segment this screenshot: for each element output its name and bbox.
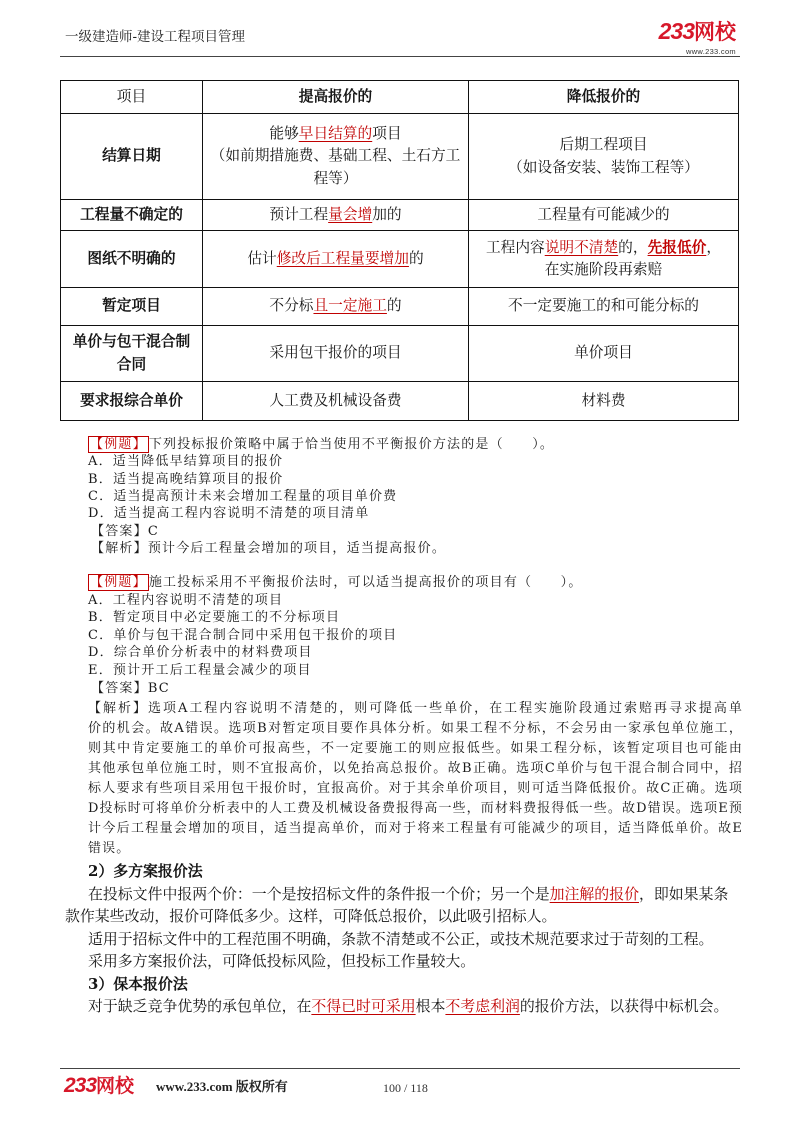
raise-cell [203,231,469,288]
cell-line: 后期工程项目 [559,136,648,153]
raise-cell [203,114,469,200]
highlight-text: 加注解的报价 [549,884,639,903]
table-row [61,326,739,382]
analysis-line: 其他承包单位施工时，则不宜报高价，以免抬高总报价。故B正确。选项C单价与包干混合制合同中，招 [88,761,743,776]
option-c: C．适当提高预计未来会增加工程量的项目单价费 [88,489,398,505]
logo-name: 网校 [96,1076,135,1097]
highlight-text: 说明不清楚 [544,238,619,256]
highlight-text: 早日结算的 [298,124,373,142]
lower-cell: 单价项目 [469,326,739,382]
cell-line [474,237,733,260]
example-tag: 【例题】 [90,437,147,452]
option-d: D．适当提高工程内容说明不清楚的项目清单 [88,506,370,522]
analysis-line: 则其中肯定要施工的单价可报高些，不一定要施工的则应报低些。如果工程分标，该暂定项目也可能由 [88,741,743,756]
footer-rights: 版权所有 [235,1079,288,1094]
page-number [383,1080,428,1096]
cell-line: 在实施阶段再索赔 [544,261,663,278]
page-separator: / [404,1081,408,1095]
row-label [61,326,203,382]
row-label: 图纸不明确的 [61,231,203,288]
table-row [61,288,739,326]
logo-number: 233 [658,18,694,44]
column-header-lower: 降低报价的 [469,81,739,114]
logo-name: 网校 [694,21,736,44]
pricing-methods-section [65,860,737,1018]
analysis-line: 计今后工程量会增加的项目，适当提高单价，而对于将来工程量有可能减少的项目，适当降低单价。故E [88,821,743,836]
analysis-label: 【解析】 [88,701,148,716]
logo-wordmark [659,19,736,47]
example-question-2 [88,574,743,697]
analysis-line: 价的机会。故A错误。选项B对暂定项目要作具体分析。如果工程不分标，不会另由一家承包单位施工， [88,721,743,736]
analysis-label: 【解析】 [91,541,148,557]
answer-value: BC [147,680,170,696]
analysis-text: 选项A工程内容说明不清楚的，则可降低一些单价，在工程实施阶段通过索赔再寻求提高单 [147,701,744,716]
lower-cell [469,114,739,200]
highlight-text-strong: 先报低价 [647,238,707,256]
highlight-text: 不得已时可采用 [311,997,416,1015]
analysis-line [88,540,743,557]
raise-cell [203,288,469,326]
bid-pricing-comparison-table [60,80,739,421]
section-heading-multi-scheme: 2）多方案报价法 [88,862,203,880]
paragraph-text: 的报价方法，以获得中标机会。 [519,997,729,1015]
lower-cell: 材料费 [469,382,739,421]
cell-text: 加的 [372,205,402,223]
option-b: B．暂定项目中必定要施工的不分标项目 [88,610,341,626]
answer-line [88,523,743,540]
cell-text: 项目 [372,124,402,142]
cell-line [208,123,463,146]
table-row [61,382,739,421]
option-d: D．综合单价分析表中的材料费项目 [88,645,313,661]
answer-line [88,680,743,698]
cell-text: 估计 [247,249,277,267]
header-title: 一级建造师-建设工程项目管理 [65,29,246,45]
table-row [61,200,739,231]
question-text: 施工投标采用不平衡报价法时，可以适当提高报价的项目有（ ）。 [148,575,583,590]
analysis-text: 预计今后工程量会增加的项目，适当提高报价。 [147,541,447,557]
paragraph-text: 在投标文件中报两个价：一个是按招标文件的条件报一个价；另一个是 [88,884,550,903]
lower-cell: 不一定要施工的和可能分标的 [469,288,739,326]
paragraph [65,883,737,928]
cell-text: 的， [618,238,648,256]
analysis-line: D投标时可将单价分析表中的人工费及机械设备费报得高一些，而材料费报得低一些。故D错误。选项E预 [88,801,743,816]
question-line [88,436,743,453]
logo-number: 233 [64,1074,97,1097]
answer-value: C [147,523,159,539]
answer-label: 【答案】 [91,680,148,696]
column-header-item: 项目 [61,81,203,114]
highlight-text: 量会增 [328,205,373,223]
raise-cell [203,200,469,231]
cell-text: 工程内容 [485,238,545,256]
footer-divider [60,1068,740,1069]
column-header-raise: 提高报价的 [203,81,469,114]
section-heading-break-even: 3）保本报价法 [88,974,188,993]
paragraph [65,995,737,1018]
analysis-paragraph [88,699,743,859]
question-text: 下列投标报价策略中属于恰当使用不平衡报价方法的是（ ）。 [148,437,555,452]
footer-site: www.233.com [156,1079,233,1094]
example-tag: 【例题】 [90,575,147,590]
row-label: 要求报综合单价 [61,382,203,421]
highlight-text: 不考虑利润 [445,997,520,1015]
analysis-line [88,699,743,719]
row-label: 暂定项目 [61,288,203,326]
page-total: 118 [410,1081,428,1095]
footer-copyright [156,1079,288,1095]
cell-text: 预计工程 [269,205,329,223]
paragraph-text: 根本 [415,997,446,1015]
header-divider [60,56,740,57]
highlight-text: 修改后工程量要增加 [276,249,409,267]
lower-cell: 工程量有可能减少的 [469,200,739,231]
raise-cell: 人工费及机械设备费 [203,382,469,421]
cell-text: 的 [386,297,402,315]
answer-label: 【答案】 [91,523,148,539]
table-header-row [61,81,739,114]
cell-text: ， [706,238,722,256]
raise-cell: 采用包干报价的项目 [203,326,469,382]
row-label: 结算日期 [61,114,203,200]
row-label: 工程量不确定的 [61,200,203,231]
table-row [61,231,739,288]
cell-line: （如前期措施费、基础工程、土石方工程等） [210,147,461,187]
page-current: 100 [383,1081,401,1095]
table-row [61,114,739,200]
lower-cell [469,231,739,288]
option-a: A．工程内容说明不清楚的项目 [88,592,284,608]
paragraph-text: 对于缺乏竞争优势的承包单位，在 [88,997,312,1015]
option-c: C．单价与包干混合制合同中采用包干报价的项目 [88,627,398,643]
analysis-line: 错误。 [88,841,131,856]
header-logo [659,19,736,56]
paragraph-text: ，即如果某条款作某些改动，报价可降低多少。这样，可降低总报价，以此吸引招标人。 [65,884,729,925]
analysis-line: 标人要求有些项目采用包干报价时，宜报高价。对于其余单价项目，则可适当降低报价。故C正确。选项 [88,781,743,796]
paragraph: 采用多方案报价法，可降低投标风险，但投标工作量较大。 [88,952,476,970]
footer-logo [64,1075,134,1099]
example-question-1 [88,436,743,557]
cell-text: 的 [408,249,424,267]
option-e: E．预计开工后工程量会减少的项目 [88,662,312,678]
row-label-text: 单价与包干混合制合同 [72,333,191,373]
highlight-text: 且一定施工 [313,297,387,315]
question-line [88,574,743,592]
cell-text: 不分标 [269,297,314,315]
cell-line: （如设备安装、装饰工程等） [508,158,699,176]
option-a: A．适当降低早结算项目的报价 [88,454,284,470]
option-b: B．适当提高晚结算项目的报价 [88,471,284,487]
cell-text: 能够 [269,124,299,142]
logo-url: www.233.com [686,47,736,56]
paragraph: 适用于招标文件中的工程范围不明确，条款不清楚或不公正，或技术规范要求过于苛刻的工程。 [88,929,714,948]
